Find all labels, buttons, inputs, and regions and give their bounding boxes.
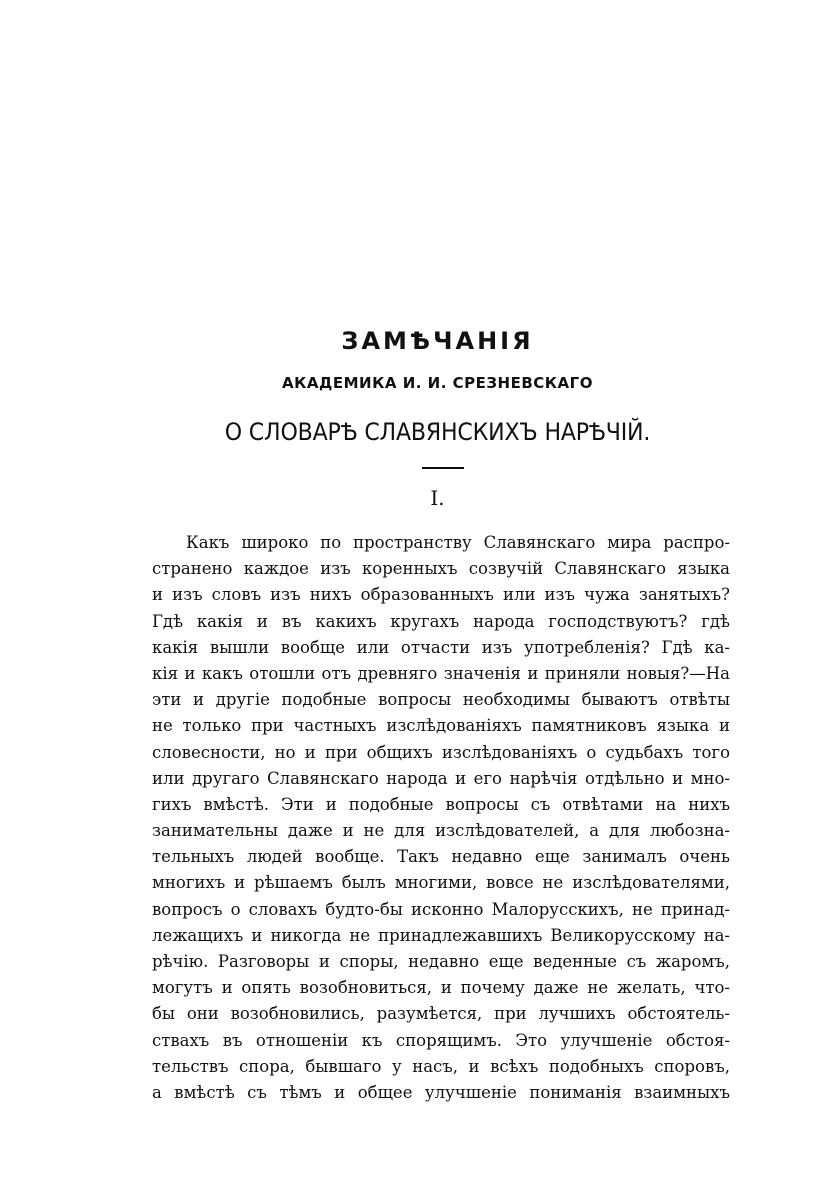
body-paragraph	[152, 530, 730, 1106]
text-line: тельствъ спора, бывшаго у насъ, и всѣхъ подобныхъ споровъ,	[152, 1056, 730, 1076]
page-title: ЗАМѢЧАНІЯ	[341, 327, 534, 355]
text-line: Гдѣ какія и въ какихъ кругахъ народа господствуютъ? гдѣ	[152, 611, 730, 631]
text-line: какія вышли вообще или отчасти изъ употребленія? Гдѣ ка-	[152, 637, 730, 657]
text-line: ствахъ въ отношеніи къ спорящимъ. Это улучшеніе обстоя-	[152, 1030, 730, 1050]
topic-subtitle: О СЛОВАРѢ СЛАВЯНСКИХЪ НАРѢЧІЙ.	[224, 418, 651, 446]
text-line: тельныхъ людей вообще. Такъ недавно еще занималъ очень	[152, 847, 730, 867]
text-line: эти и другіе подобные вопросы необходимы бываютъ отвѣты	[152, 690, 730, 710]
text-line: а вмѣстѣ съ тѣмъ и общее улучшеніе пониманія взаимныхъ	[152, 1082, 730, 1102]
text-line: многихъ и рѣшаемъ былъ многими, вовсе не изслѣдователями,	[152, 873, 730, 893]
text-line: рѣчію. Разговоры и споры, недавно еще веденные съ жаромъ,	[152, 952, 730, 971]
section-number: I.	[430, 486, 445, 510]
text-line: бы они возобновились, разумѣется, при лучшихъ обстоятель-	[152, 1004, 730, 1024]
text-line: Какъ широко по пространству Славянскаго мира распро-	[186, 533, 730, 552]
title-divider	[422, 467, 464, 469]
text-line: странено каждое изъ коренныхъ созвучій Славянскаго языка	[152, 559, 730, 579]
text-line: и изъ словъ изъ нихъ образованныхъ или изъ чужа занятыхъ?	[152, 585, 730, 605]
text-line: словесности, но и при общихъ изслѣдованіяхъ о судьбахъ того	[152, 742, 730, 762]
text-line: занимательны даже и не для изслѣдователей, а для любозна-	[152, 821, 730, 841]
author-subtitle: АКАДЕМИКА И. И. СРЕЗНЕВСКАГО	[282, 374, 593, 392]
text-line: не только при частныхъ изслѣдованіяхъ памятниковъ языка и	[152, 716, 730, 736]
text-line: вопросъ о словахъ будто-бы исконно Малорусскихъ, не принад-	[152, 899, 730, 919]
text-line: или другаго Славянскаго народа и его нарѣчія отдѣльно и мно-	[152, 768, 730, 788]
text-line: лежащихъ и никогда не принадлежавшихъ Великорусскому на-	[152, 925, 730, 945]
text-line: кія и какъ отошли отъ древняго значенія и приняли новыя?—На	[152, 663, 730, 683]
text-line: могутъ и опять возобновиться, и почему даже не желать, что-	[152, 978, 730, 998]
text-line: гихъ вмѣстѣ. Эти и подобные вопросы съ отвѣтами на нихъ	[152, 794, 730, 814]
